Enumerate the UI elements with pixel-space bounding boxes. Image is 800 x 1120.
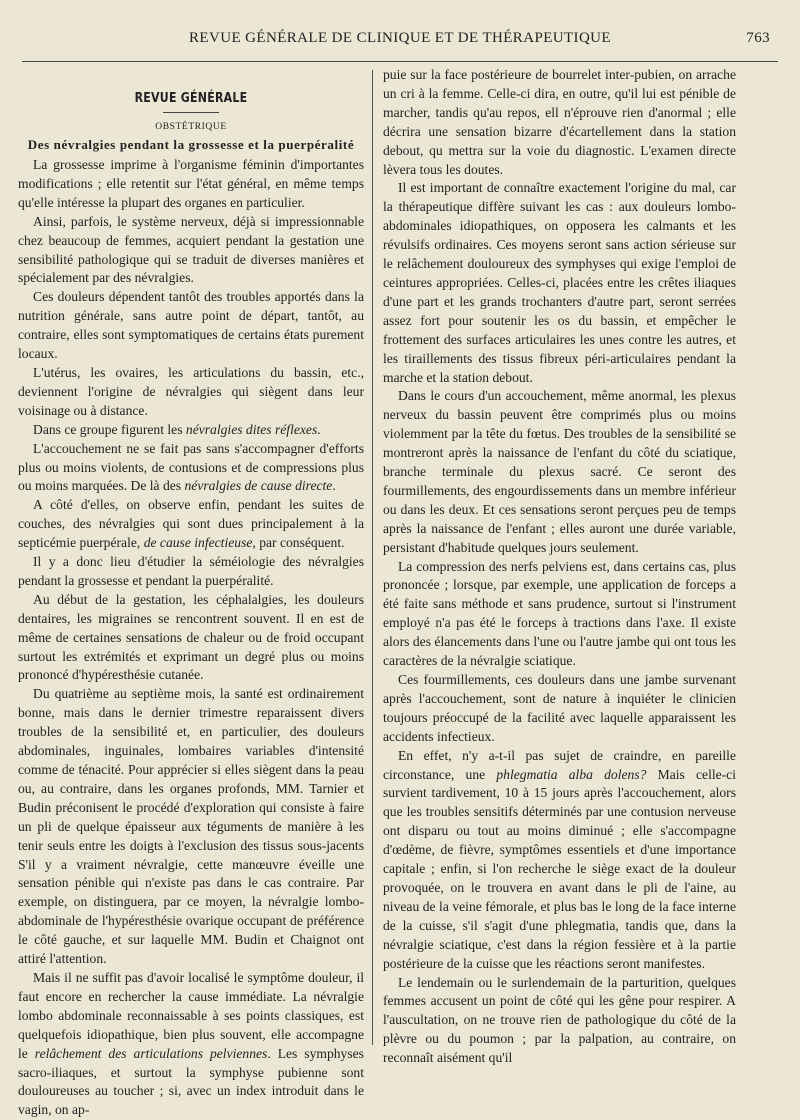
article-title: Des névralgies pendant la grossesse et la puerpéralité bbox=[27, 137, 355, 152]
paragraph: Ces fourmillements, ces douleurs dans une jambe survenant après l'accouchement, sont de nature à inquiéter le clinicien toujours préoccupé de la facilité avec laquelle apparaissent les accidents infectieux. bbox=[383, 672, 736, 744]
column-rule bbox=[372, 70, 373, 1045]
paragraph bbox=[18, 421, 364, 440]
paragraph: Il est important de connaître exactement l'origine du mal, car la thérapeutique diffère suivant les cas : aux douleurs lombo-abdominales idiopathiques, on opposera les calmants et les révulsifs ordinaires. Ces moyens seront sans action sérieuse sur le relâchement douloureux des symphyses qui exige l'emploi de ceintures appropriées. Celles-ci, placées entre les crêtes iliaques d'une part et les grands trochanters d'autre part, seront serrées assez fort pour soutenir les os du bassin, et empêcher le frottement des surfaces articulaires les unes contre les autres, et les tiraillements des tissus fibreux péri-articulaires pendant la marche et la station debout. bbox=[383, 180, 736, 385]
italic-term: relâchement des articulations pelviennes bbox=[34, 1045, 268, 1061]
header-rule bbox=[22, 61, 778, 62]
section-heading: REVUE GÉNÉRALE bbox=[134, 91, 248, 106]
italic-term: névralgies de cause directe bbox=[184, 478, 333, 494]
paragraph: puie sur la face postérieure de bourrelet inter-pubien, on arrache un cri à la femme. Celle-ci dira, en outre, qu'il lui est pénible de marcher, tandis qu'au repos, ell n'éprouve rien d'anormal ; elle décrira une sensation bizarre d'écartellement dans la station debout, qu mettra sur la voie du diagnostic. L'examen directe lèvera tous les doutes. bbox=[383, 67, 736, 177]
paragraph: Dans le cours d'un accouchement, même anormal, les plexus nerveux du bassin peuvent être comprimés plus ou moins violemment par la tête du fœtus. Des troubles de la sensibilité se montreront après la naissance de l'enfant du côté du sciatique, branche terminale du plexus sacré. Ce seront des fourmillements, des engourdissements dans un membre inférieur ou dans les deux. Et ces sensations seront perçues peu de temps après la naissance de l'enfant ; elles auront une durée variable, persistant d'habitude quelques jours seulement. bbox=[383, 388, 736, 555]
paragraph bbox=[18, 496, 364, 553]
page-number: 763 bbox=[746, 30, 770, 46]
paragraph bbox=[383, 747, 736, 974]
paragraph: L'utérus, les ovaires, les articulations du bassin, etc., deviennent l'origine de névralgies qui siègent dans leur voisinage ou à distance. bbox=[18, 364, 364, 418]
section-rule bbox=[163, 112, 219, 113]
running-head bbox=[30, 30, 770, 52]
left-column bbox=[18, 66, 364, 1120]
paragraph: Le lendemain ou le surlendemain de la parturition, quelques femmes accusent un point de côté qui les gêne pour respirer. A l'auscultation, on ne trouve rien de pathologique du côté de la plèvre ou du poumon ; par la palpation, au contraire, on reconnaît aisément qu'il bbox=[383, 974, 736, 1066]
running-title: REVUE GÉNÉRALE DE CLINIQUE ET DE THÉRAPEUTIQUE bbox=[189, 30, 611, 46]
italic-term: névralgies dites réflexes bbox=[185, 421, 318, 437]
right-column bbox=[383, 66, 736, 1068]
paragraph: La compression des nerfs pelviens est, dans certains cas, plus prononcée ; lorsque, par exemple, une application de forceps a été faite sans méthode et sans prudence, surtout si l'instrument employé n'a pas été le forceps à tractions dans l'axe. Il existe alors des élancements dans l'une ou l'autre jambe qui ont tous les caractères de la névralgie sciatique. bbox=[383, 558, 736, 669]
paragraph: Au début de la gestation, les céphalalgies, les douleurs dentaires, les migraines se rencontrent souvent. Il en est de même de certaines sensations de chaleur ou de froid occupant surtout les extrémités et exprimant un degré plus ou moins prononcé d'hypéresthésie cutanée. bbox=[18, 591, 364, 683]
italic-term: phlegmatia alba dolens? bbox=[496, 766, 647, 782]
paragraph: Il y a donc lieu d'étudier la séméiologie des névralgies pendant la grossesse et pendant la puerpéralité. bbox=[18, 554, 364, 588]
text: Mais celle-ci survient tardivement, 10 à 15 jours après l'accouchement, alors que les troubles sensitifs déterminés par une contusion nerveuse ont disparu ou tout au moins diminué ; elle s'accompagne d'œdème, de fièvre, symptômes essentiels et d'une importance capitale ; enfin, si l'on recherche le siège exact de la douleur provoquée, on le trouvera en avant dans le pli de l'aine, au niveau de la veine fémorale, et plus bas le long de la face interne de la cuisse, s'il s'agit d'une phlegmatia, tandis que, dans la névralgie sciatique, c'est dans la région fessière et à la partie postérieure de la cuisse que les réactions seront manifestes. bbox=[383, 766, 736, 971]
text: Dans ce groupe figurent les bbox=[33, 421, 186, 437]
paragraph: La grossesse imprime à l'organisme féminin d'importantes modifications ; elle retentit sur l'état général, en même temps qu'elle intéresse la plupart des organes en particulier. bbox=[18, 157, 364, 210]
text: En effet, n'y a-t-il pas sujet de craindre, en pareille circonstance, une bbox=[383, 747, 736, 782]
text: Mais il ne suffit pas d'avoir localisé le symptôme douleur, il faut encore en rechercher la cause immédiate. La névralgie lombo abdominale reconnaissable à ses points classiques, est quelquefois idiopathique, bien plus souvent, elle accompagne le bbox=[18, 969, 364, 1061]
text: . bbox=[317, 421, 321, 437]
text: . Les symphyses sacro-iliaques, et surtout la symphyse pubienne sont douloureuses au toucher ; si, avec un index introduit dans le vagin, on ap- bbox=[18, 1045, 364, 1118]
text: L'accouchement ne se fait pas sans s'accompagner d'efforts plus ou moins violents, de contusions et de compressions plus ou moins marquées. De là des bbox=[18, 440, 364, 494]
paragraph: Ces douleurs dépendent tantôt des troubles apportés dans la nutrition générale, sans autre point de départ, tantôt, au contraire, elles sont symptomatiques de certains états purement locaux. bbox=[18, 289, 364, 362]
text: , par conséquent. bbox=[252, 535, 345, 551]
paragraph: Ainsi, parfois, le système nerveux, déjà si impressionnable chez beaucoup de femmes, acquiert pendant la gestation une sensibilité pathologique qui se traduit de diverses manières et spécialement par des névralgies. bbox=[18, 213, 364, 286]
italic-term: de cause infectieuse bbox=[143, 535, 253, 551]
paragraph: Du quatrième au septième mois, la santé est ordinairement bonne, mais dans le dernier trimestre reparaissent divers troubles de la sensibilité et, en particulier, des douleurs abdominales, inguinales, lombaires variables d'intensité comme de ténacité. Pour apprécier si elles siègent dans la peau ou, au contraire, dans les organes profonds, MM. Tarnier et Budin préconisent le procédé d'exploration qui consiste à faire un pli de quelque épaisseur aux téguments de manière à les tenir seuls entre les doigts à l'exclusion des tissus sous-jacents S'il y a vraiment névralgie, cette manœuvre éveille une sensation pénible qui n'existe pas dans le cas contraire. Par exemple, on distinguera, par ce moyen, la névralgie lombo-abdominale de l'hypéresthésie ovarique occupant de préférence le côté gauche, et sur laquelle MM. Budin et Chaignot ont attiré l'attention. bbox=[18, 686, 364, 967]
paragraph bbox=[18, 969, 364, 1120]
text: . bbox=[332, 478, 336, 494]
text: A côté d'elles, on observe enfin, pendant les suites de couches, des névralgies qui sont dues principalement à la septicémie puerpérale, bbox=[18, 497, 364, 551]
paragraph bbox=[18, 440, 364, 497]
section-label: OBSTÉTRIQUE bbox=[155, 122, 227, 132]
